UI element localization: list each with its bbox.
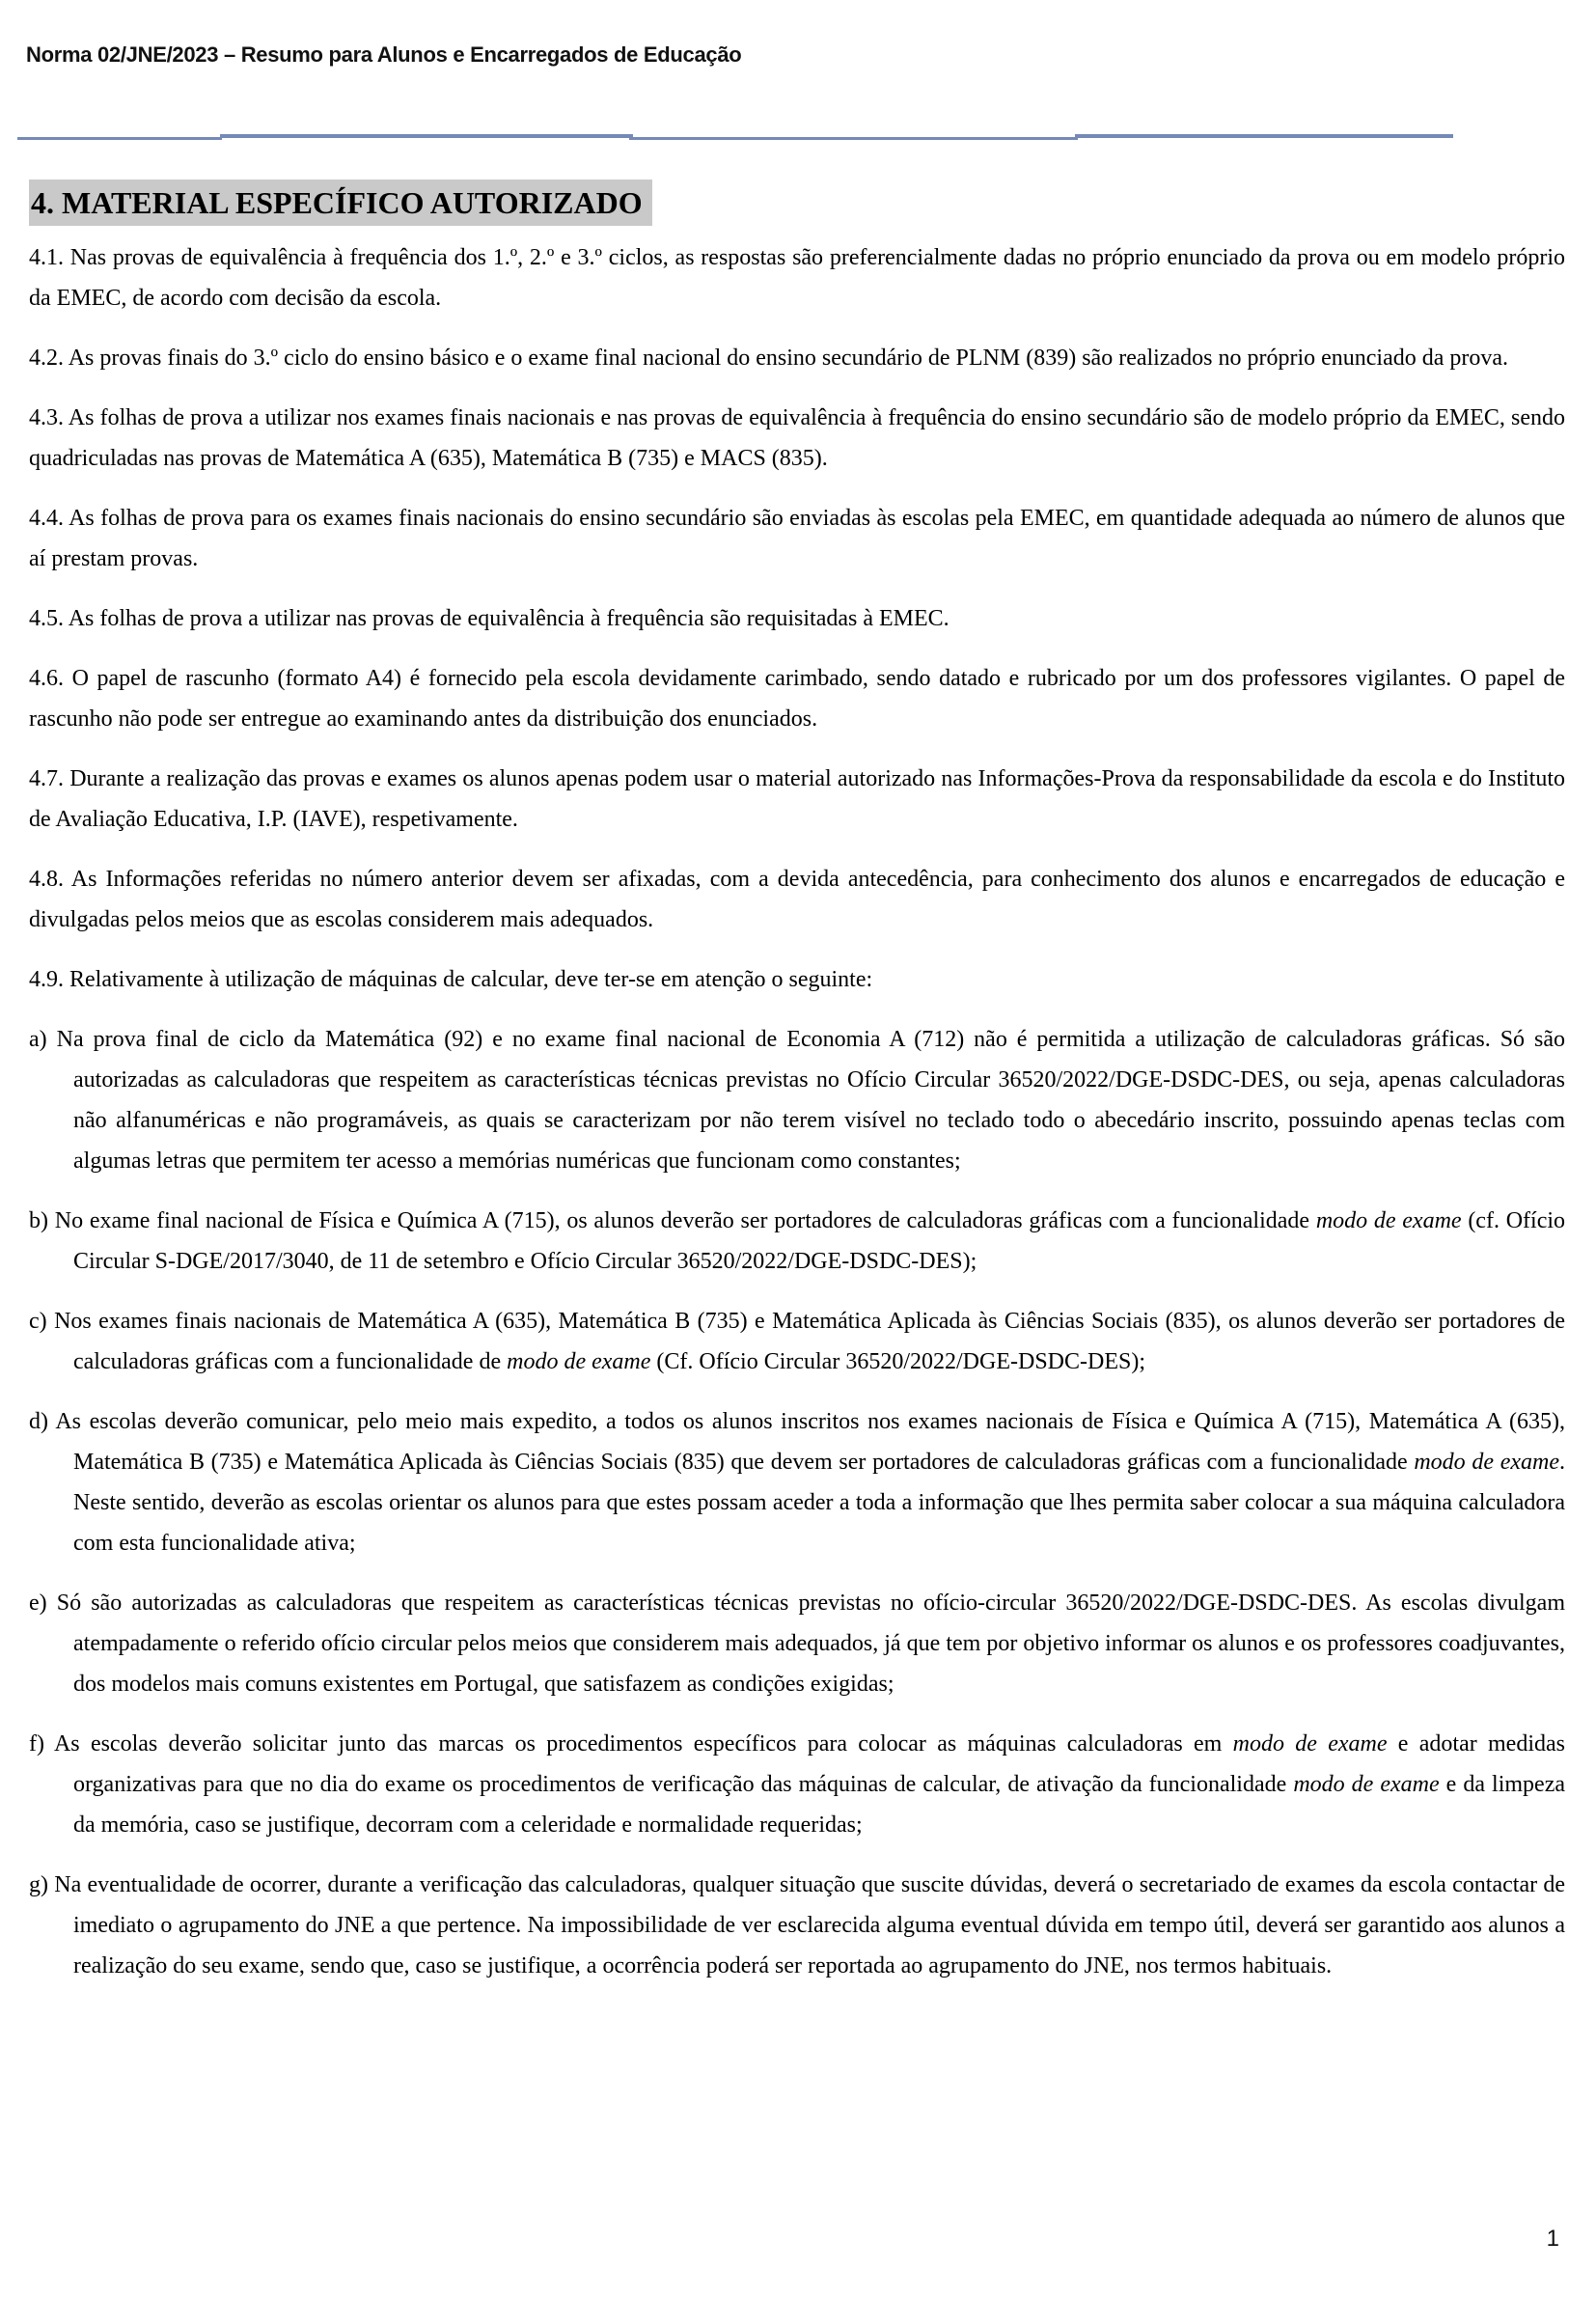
body-text: . Neste sentido, deverão as escolas orientar os alunos para que estes possam aceder a toda a informação que lhes permita saber colocar a sua máquina calculadora com esta funcionalidade ativa; <box>73 1450 1566 1556</box>
body-text: As escolas deverão comunicar, pelo meio mais expedito, a todos os alunos inscritos nos exames nacionais de Física e Química A (715), Matemática A (635), Matemática B (735) e Matemática Aplicada às Ciências Sociais (835) que devem ser portadores de calculadoras gráficas com a funcionalidade <box>55 1409 1565 1475</box>
divider-segment <box>17 137 222 140</box>
divider-segment <box>220 134 633 138</box>
list-item <box>29 1019 1565 1181</box>
paragraph <box>29 859 1565 940</box>
body-text: Durante a realização das provas e exames os alunos apenas podem usar o material autorizado nas Informações-Prova da responsabilidade da escola e do Instituto de Avaliação Educativa, I.P. (IAVE), respetivamente. <box>29 766 1566 832</box>
paragraph-number: 4.6. <box>29 666 64 691</box>
body-text: As folhas de prova a utilizar nos exames finais nacionais e nas provas de equivalência à frequência do ensino secundário são de modelo próprio da EMEC, sendo quadriculadas nas provas de Matemática A (635), Matemática B (735) e MACS (835). <box>29 405 1565 471</box>
item-marker: b) <box>29 1208 48 1233</box>
italic-text: modo de exame <box>1414 1450 1560 1475</box>
item-marker: a) <box>29 1027 47 1052</box>
paragraph-number: 4.5. <box>29 606 64 631</box>
paragraph-number: 4.2. <box>29 346 64 371</box>
body-text: As Informações referidas no número anterior devem ser afixadas, com a devida antecedência, para conhecimento dos alunos e encarregados de educação e divulgadas pelos meios que as escolas considerem mais adequados. <box>29 867 1566 932</box>
numbered-paragraph-list <box>29 237 1565 1000</box>
paragraph <box>29 398 1565 479</box>
paragraph <box>29 498 1565 579</box>
item-marker: c) <box>29 1309 47 1334</box>
item-marker: d) <box>29 1409 48 1434</box>
italic-text: modo de exame <box>1293 1772 1440 1797</box>
item-marker: e) <box>29 1591 47 1616</box>
body-text: As provas finais do 3.º ciclo do ensino básico e o exame final nacional do ensino secundário de PLNM (839) são realizados no próprio enunciado da prova. <box>68 346 1509 371</box>
italic-text: modo de exame <box>507 1349 651 1374</box>
body-text: Relativamente à utilização de máquinas de calcular, deve ter-se em atenção o seguinte: <box>69 967 873 992</box>
list-item <box>29 1865 1565 1986</box>
paragraph-number: 4.7. <box>29 766 64 791</box>
item-marker: f) <box>29 1731 44 1757</box>
paragraph-number: 4.9. <box>29 967 64 992</box>
section-heading: 4. MATERIAL ESPECÍFICO AUTORIZADO <box>29 180 652 226</box>
item-marker: g) <box>29 1872 48 1897</box>
body-text: (Cf. Ofício Circular 36520/2022/DGE-DSDC-DES); <box>650 1349 1145 1374</box>
italic-text: modo de exame <box>1232 1731 1388 1757</box>
paragraph <box>29 237 1565 318</box>
document-body <box>29 180 1565 2006</box>
paragraph-number: 4.1. <box>29 245 64 270</box>
paragraph-number: 4.4. <box>29 506 64 531</box>
list-item <box>29 1583 1565 1704</box>
lettered-item-list <box>29 1019 1565 1986</box>
italic-text: modo de exame <box>1315 1208 1462 1233</box>
divider-segment <box>1075 134 1453 138</box>
paragraph <box>29 759 1565 840</box>
paragraph <box>29 959 1565 1000</box>
list-item <box>29 1201 1565 1282</box>
body-text: As escolas deverão solicitar junto das marcas os procedimentos específicos para colocar as máquinas calculadoras em <box>53 1731 1233 1757</box>
body-text: Nos exames finais nacionais de Matemática A (635), Matemática B (735) e Matemática Aplicada às Ciências Sociais (835), os alunos deverão ser portadores de calculadoras gráficas com a funcionalidade de <box>54 1309 1566 1374</box>
paragraph <box>29 338 1565 378</box>
body-text: Nas provas de equivalência à frequência dos 1.º, 2.º e 3.º ciclos, as respostas são preferencialmente dadas no próprio enunciado da prova ou em modelo próprio da EMEC, de acordo com decisão da escola. <box>29 245 1565 311</box>
header-title: Norma 02/JNE/2023 – Resumo para Alunos e Encarregados de Educação <box>26 42 742 67</box>
body-text: Na eventualidade de ocorrer, durante a verificação das calculadoras, qualquer situação que suscite dúvidas, deverá o secretariado de exames da escola contactar de imediato o agrupamento do JNE a que pertence. Na impossibilidade de ver esclarecida alguma eventual dúvida em tempo útil, deverá ser garantido aos alunos a realização do seu exame, sendo que, caso se justifique, a ocorrência poderá ser reportada ao agrupamento do JNE, nos termos habituais. <box>54 1872 1565 1978</box>
body-text: Só são autorizadas as calculadoras que respeitem as características técnicas previstas no ofício-circular 36520/2022/DGE-DSDC-DES. As escolas divulgam atempadamente o referido ofício circular pelos meios que considerem mais adequados, já que tem por objetivo informar os alunos e os professores coadjuvantes, dos modelos mais comuns existentes em Portugal, que satisfazem as condições exigidas; <box>56 1591 1565 1697</box>
paragraph-number: 4.3. <box>29 405 64 430</box>
body-text: As folhas de prova para os exames finais nacionais do ensino secundário são enviadas às escolas pela EMEC, em quantidade adequada ao número de alunos que aí prestam provas. <box>29 506 1565 571</box>
body-text: e da limpeza da memória, caso se justifique, decorram com a celeridade e normalidade requeridas; <box>73 1772 1566 1838</box>
body-text: As folhas de prova a utilizar nas provas de equivalência à frequência são requisitadas à EMEC. <box>68 606 949 631</box>
divider-segment <box>629 137 1078 140</box>
body-text: e adotar medidas organizativas para que no dia do exame os procedimentos de verificação das máquinas de calcular, de ativação da funcionalidade <box>73 1731 1565 1797</box>
body-text: O papel de rascunho (formato A4) é fornecido pela escola devidamente carimbado, sendo datado e rubricado por um dos professores vigilantes. O papel de rascunho não pode ser entregue ao examinando antes da distribuição dos enunciados. <box>29 666 1565 732</box>
list-item <box>29 1401 1565 1563</box>
paragraph-number: 4.8. <box>29 867 64 892</box>
document-header <box>26 42 741 68</box>
body-text: (cf. Ofício Circular S-DGE/2017/3040, de 11 de setembro e Ofício Circular 36520/2022/DGE-DSDC-DES); <box>73 1208 1566 1274</box>
paragraph <box>29 658 1565 739</box>
paragraph <box>29 598 1565 639</box>
page-number: 1 <box>1546 2226 1559 2252</box>
list-item <box>29 1724 1565 1845</box>
body-text: Na prova final de ciclo da Matemática (92) e no exame final nacional de Economia A (712) não é permitida a utilização de calculadoras gráficas. Só são autorizadas as calculadoras que respeitem as características técnicas previstas no Ofício Circular 36520/2022/DGE-DSDC-DES, ou seja, apenas calculadoras não alfanuméricas e não programáveis, as quais se caracterizam por não terem visível no teclado todo o abecedário inscrito, possuindo apenas teclas com algumas letras que permitem ter acesso a memórias numéricas que funcionam como constantes; <box>56 1027 1566 1174</box>
list-item <box>29 1301 1565 1382</box>
body-text: No exame final nacional de Física e Química A (715), os alunos deverão ser portadores de calculadoras gráficas com a funcionalidade <box>54 1208 1316 1233</box>
